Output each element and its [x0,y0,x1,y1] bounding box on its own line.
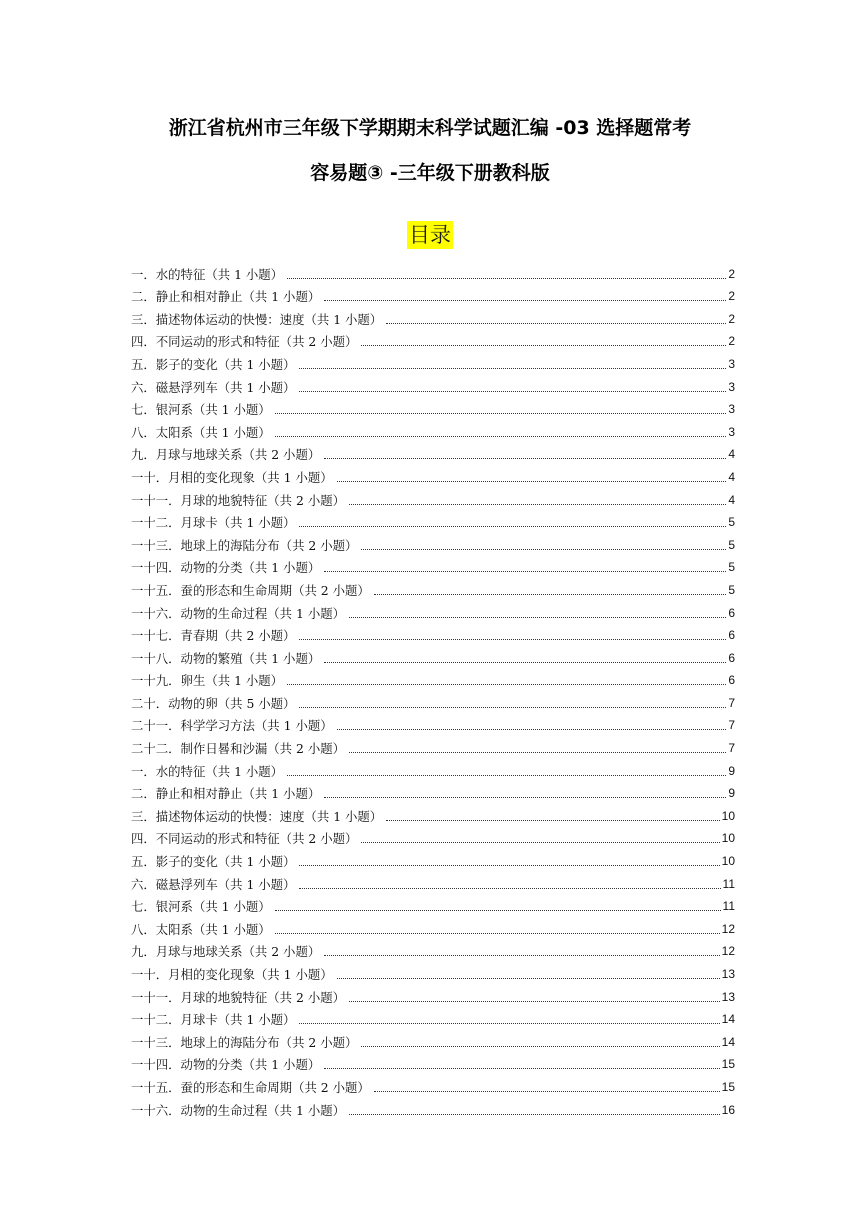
toc-entry-label: 二．静止和相对静止（共 1 小题） [131,289,321,305]
toc-dot-leader [287,277,726,279]
toc-entry[interactable] [131,575,735,598]
toc-entry[interactable] [131,304,735,327]
toc-entry-page-number: 7 [728,741,735,756]
toc-dot-leader [361,344,726,346]
toc-dot-leader [324,570,726,572]
toc-dot-leader [299,367,726,369]
toc-dot-leader [386,819,719,821]
toc-entry-label: 一十三．地球上的海陆分布（共 2 小题） [131,1034,358,1050]
document-title-line-1: 浙江省杭州市三年级下学期期末科学试题汇编 -03 选择题常考 [168,117,692,139]
toc-entry-label: 八．太阳系（共 1 小题） [131,921,271,937]
toc-dot-leader [349,616,726,618]
toc-heading: 目录 [409,223,451,247]
toc-entry[interactable] [131,959,735,982]
toc-entry-label: 一十一．月球的地貌特征（共 2 小题） [131,989,346,1005]
toc-entry-page-number: 6 [728,605,735,620]
toc-entry-label: 三．描述物体运动的快慢：速度（共 1 小题） [131,311,383,327]
toc-dot-leader [324,954,719,956]
toc-entry-label: 四．不同运动的形式和特征（共 2 小题） [131,334,358,350]
toc-entry[interactable] [131,892,735,915]
toc-entry[interactable] [131,440,735,463]
toc-entry-page-number: 2 [728,334,735,349]
toc-entry-label: 一十五．蚕的形态和生命周期（共 2 小题） [131,582,370,598]
toc-entry-label: 二十一．科学学习方法（共 1 小题） [131,718,333,734]
toc-entry-page-number: 2 [728,289,735,304]
toc-entry-page-number: 2 [728,266,735,281]
toc-entry-page-number: 11 [722,876,735,891]
toc-dot-leader [349,1000,720,1002]
toc-entry-page-number: 2 [728,311,735,326]
toc-entry[interactable] [131,1095,735,1118]
toc-entry-page-number: 14 [721,1012,735,1027]
toc-entry-page-number: 5 [728,515,735,530]
toc-entry-page-number: 4 [728,469,735,484]
toc-dot-leader [275,909,721,911]
toc-entry[interactable] [131,1027,735,1050]
toc-entry-label: 一十九．卵生（共 1 小题） [131,673,284,689]
toc-dot-leader [324,299,726,301]
toc-entry[interactable] [131,733,735,756]
toc-entry[interactable] [131,982,735,1005]
toc-dot-leader [299,864,719,866]
toc-entry[interactable] [131,530,735,553]
toc-dot-leader [349,503,726,505]
toc-dot-leader [287,774,726,776]
toc-dot-leader [275,412,727,414]
toc-entry-label: 一十四．动物的分类（共 1 小题） [131,560,321,576]
toc-entry[interactable] [131,688,735,711]
toc-entry-page-number: 6 [728,650,735,665]
toc-dot-leader [299,390,726,392]
toc-entry-page-number: 3 [728,379,735,394]
toc-entry-page-number: 6 [728,628,735,643]
toc-entry-label: 一十六．动物的生命过程（共 1 小题） [131,605,346,621]
toc-entry-label: 一十一．月球的地貌特征（共 2 小题） [131,492,346,508]
toc-entry-page-number: 5 [728,537,735,552]
toc-entry[interactable] [131,801,735,824]
toc-entry-label: 五．影子的变化（共 1 小题） [131,854,296,870]
toc-entry[interactable] [131,666,735,689]
toc-dot-leader [299,1022,719,1024]
toc-entry[interactable] [131,869,735,892]
toc-dot-leader [361,841,719,843]
toc-entry-page-number: 12 [721,921,735,936]
toc-entry[interactable] [131,395,735,418]
toc-entry-label: 一十七．青春期（共 2 小题） [131,628,296,644]
toc-entry-page-number: 4 [728,447,735,462]
toc-entry-page-number: 10 [721,854,735,869]
toc-entry[interactable] [131,282,735,305]
toc-entry-page-number: 7 [728,718,735,733]
toc-entry-label: 一十．月相的变化现象（共 1 小题） [131,967,333,982]
toc-entry[interactable] [131,485,735,508]
toc-dot-leader [337,977,720,979]
toc-dot-leader [275,435,727,437]
toc-entry[interactable] [131,756,735,779]
toc-entry[interactable] [131,643,735,666]
toc-entry-page-number: 13 [721,989,735,1004]
toc-entry-page-number: 3 [728,402,735,417]
toc-entry-label: 二十．动物的卵（共 5 小题） [131,695,296,711]
toc-entry[interactable] [131,621,735,644]
toc-entry-label: 四．不同运动的形式和特征（共 2 小题） [131,831,358,847]
toc-entry-page-number: 9 [728,763,735,778]
toc-entry-label: 一十．月相的变化现象（共 1 小题） [131,469,333,485]
toc-dot-leader [299,638,726,640]
toc-dot-leader [324,661,726,663]
toc-entry[interactable] [131,824,735,847]
toc-entry-label: 五．影子的变化（共 1 小题） [131,356,296,372]
toc-entry[interactable] [131,1005,735,1028]
toc-dot-leader [349,751,726,753]
toc-entry[interactable] [131,914,735,937]
toc-dot-leader [324,457,726,459]
toc-dot-leader [299,525,726,527]
toc-entry-label: 一十六．动物的生命过程（共 1 小题） [131,1102,346,1118]
toc-entry-label: 二十二．制作日晷和沙漏（共 2 小题） [131,741,346,757]
toc-dot-leader [386,322,726,324]
table-of-contents [131,259,735,1118]
toc-entry-page-number: 9 [728,786,735,801]
toc-entry-page-number: 14 [721,1034,735,1049]
toc-entry-label: 一十二．月球卡（共 1 小题） [131,515,296,531]
toc-entry[interactable] [131,779,735,802]
toc-dot-leader [361,548,726,550]
toc-entry[interactable] [131,508,735,531]
toc-entry-label: 七．银河系（共 1 小题） [131,899,271,915]
toc-entry[interactable] [131,259,735,282]
toc-entry[interactable] [131,1050,735,1073]
toc-dot-leader [324,1067,719,1069]
toc-entry-label: 一十八．动物的繁殖（共 1 小题） [131,650,321,666]
toc-entry[interactable] [131,372,735,395]
toc-dot-leader [299,706,726,708]
toc-dot-leader [337,480,727,482]
toc-dot-leader [275,932,720,934]
toc-entry-label: 一．水的特征（共 1 小题） [131,763,284,779]
toc-entry-page-number: 13 [721,967,735,981]
toc-dot-leader [287,683,726,685]
toc-dot-leader [349,1113,720,1115]
toc-dot-leader [361,1045,719,1047]
toc-entry-label: 一十三．地球上的海陆分布（共 2 小题） [131,537,358,553]
toc-entry-label: 一十五．蚕的形态和生命周期（共 2 小题） [131,1079,370,1095]
toc-dot-leader [337,728,727,730]
toc-entry[interactable] [131,846,735,869]
toc-entry-page-number: 11 [722,899,735,914]
toc-entry[interactable] [131,711,735,734]
toc-entry-label: 七．银河系（共 1 小题） [131,402,271,418]
toc-entry-page-number: 5 [728,560,735,575]
toc-entry-page-number: 15 [721,1079,735,1094]
toc-entry-label: 一十四．动物的分类（共 1 小题） [131,1057,321,1073]
toc-entry-page-number: 3 [728,356,735,371]
toc-entry-page-number: 4 [728,492,735,507]
toc-entry-label: 八．太阳系（共 1 小题） [131,424,271,440]
toc-entry-label: 二．静止和相对静止（共 1 小题） [131,786,321,802]
toc-entry-label: 一十二．月球卡（共 1 小题） [131,1012,296,1028]
toc-dot-leader [374,1090,720,1092]
toc-dot-leader [324,796,726,798]
toc-entry-page-number: 12 [721,944,735,959]
toc-entry-page-number: 15 [721,1057,735,1072]
toc-entry[interactable] [131,937,735,960]
toc-entry-page-number: 5 [728,582,735,597]
toc-entry[interactable] [131,1072,735,1095]
toc-entry-label: 一．水的特征（共 1 小题） [131,266,284,282]
toc-dot-leader [374,593,727,595]
toc-entry-label: 三．描述物体运动的快慢：速度（共 1 小题） [131,808,383,824]
toc-entry-page-number: 16 [721,1102,735,1117]
toc-entry[interactable] [131,327,735,350]
toc-dot-leader [299,887,720,889]
toc-entry-page-number: 6 [728,673,735,688]
toc-entry[interactable] [131,349,735,372]
toc-entry-page-number: 7 [728,695,735,710]
toc-entry-label: 六．磁悬浮列车（共 1 小题） [131,876,296,892]
toc-entry[interactable] [131,417,735,440]
toc-entry[interactable] [131,598,735,621]
toc-entry[interactable] [131,553,735,576]
toc-entry-label: 九．月球与地球关系（共 2 小题） [131,447,321,463]
toc-entry-page-number: 10 [721,831,735,846]
toc-entry-label: 六．磁悬浮列车（共 1 小题） [131,379,296,395]
document-title-line-2: 容易题③ -三年级下册教科版 [310,162,550,184]
toc-heading-wrapper [0,221,860,249]
toc-entry-page-number: 10 [721,808,735,823]
toc-entry-page-number: 3 [728,424,735,439]
toc-entry-label: 九．月球与地球关系（共 2 小题） [131,944,321,960]
toc-entry[interactable] [131,462,735,485]
